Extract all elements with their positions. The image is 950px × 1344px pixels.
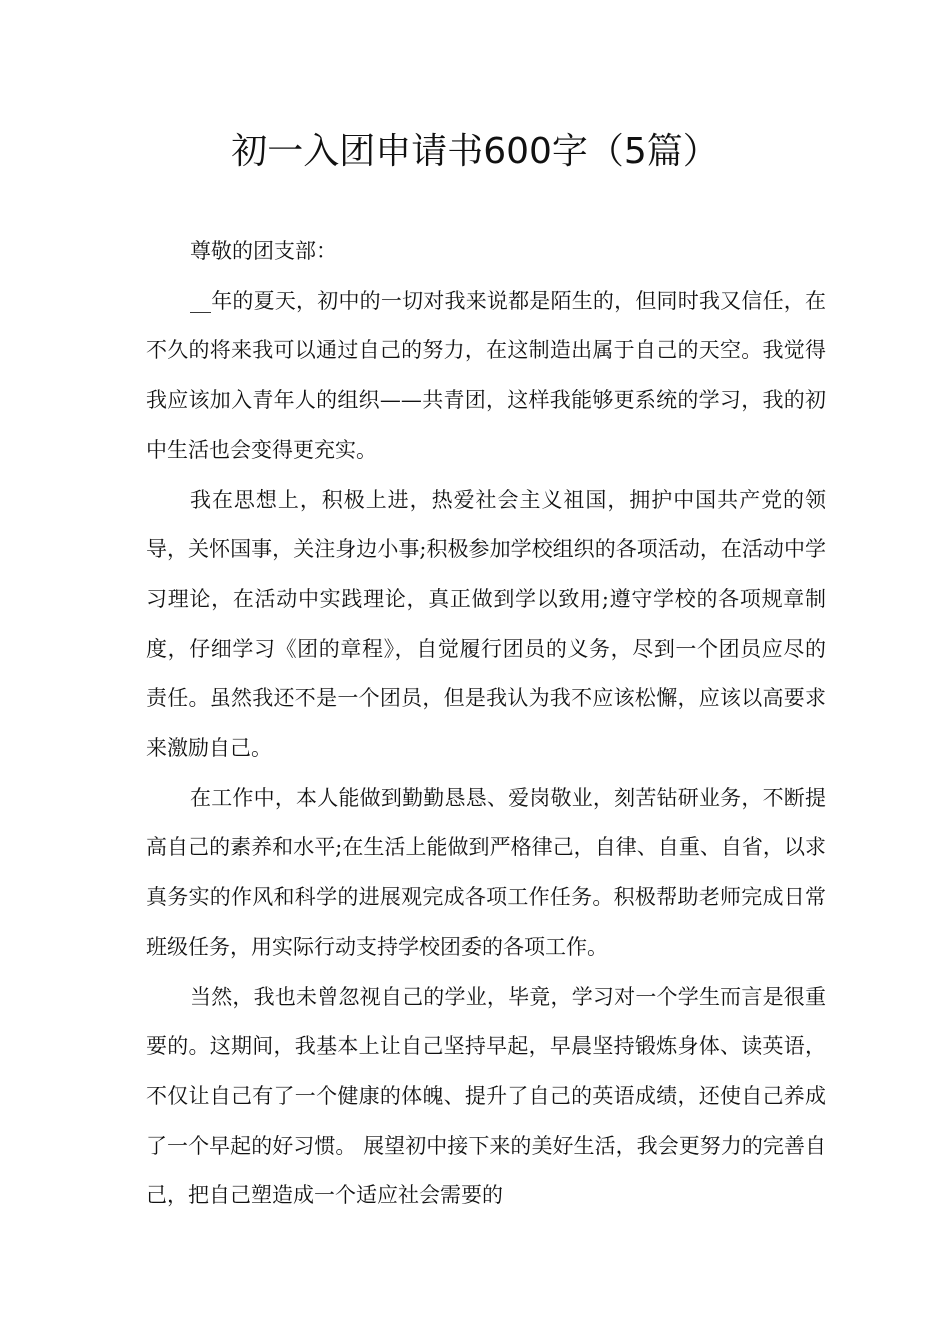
document-title: 初一入团申请书600字（5篇） (231, 131, 719, 172)
document-body (146, 227, 826, 1221)
paragraph-1: __年的夏天，初中的一切对我来说都是陌生的，但同时我又信任，在不久的将来我可以通过自己的努力，在这制造出属于自己的天空。我觉得我应该加入青年人的组织——共青团，这样我能够更系统的学习，我的初中生活也会变得更充实。 (146, 288, 826, 462)
paragraph-3: 在工作中，本人能做到勤勤恳恳、爱岗敬业，刻苦钻研业务，不断提高自己的素养和水平;在生活上能做到严格律己，自律、自重、自省，以求真务实的作风和科学的进展观完成各项工作任务。积极帮助老师完成日常班级任务，用实际行动支持学校团委的各项工作。 (146, 785, 826, 959)
paragraph-2: 我在思想上，积极上进，热爱社会主义祖国，拥护中国共产党的领导，关怀国事，关注身边小事;积极参加学校组织的各项活动，在活动中学习理论，在活动中实践理论，真正做到学以致用;遵守学校的各项规章制度，仔细学习《团的章程》，自觉履行团员的义务，尽到一个团员应尽的责任。虽然我还不是一个团员，但是我认为我不应该松懈，应该以高要求来激励自己。 (146, 487, 826, 761)
paragraph-4: 当然，我也未曾忽视自己的学业，毕竟，学习对一个学生而言是很重要的。这期间，我基本上让自己坚持早起，早晨坚持锻炼身体、读英语，不仅让自己有了一个健康的体魄、提升了自己的英语成绩，还使自己养成了一个早起的好习惯。 展望初中接下来的美好生活，我会更努力的完善自己，把自己塑造成一个适应社会需要的 (146, 984, 826, 1208)
salutation: 尊敬的团支部： (190, 239, 337, 263)
